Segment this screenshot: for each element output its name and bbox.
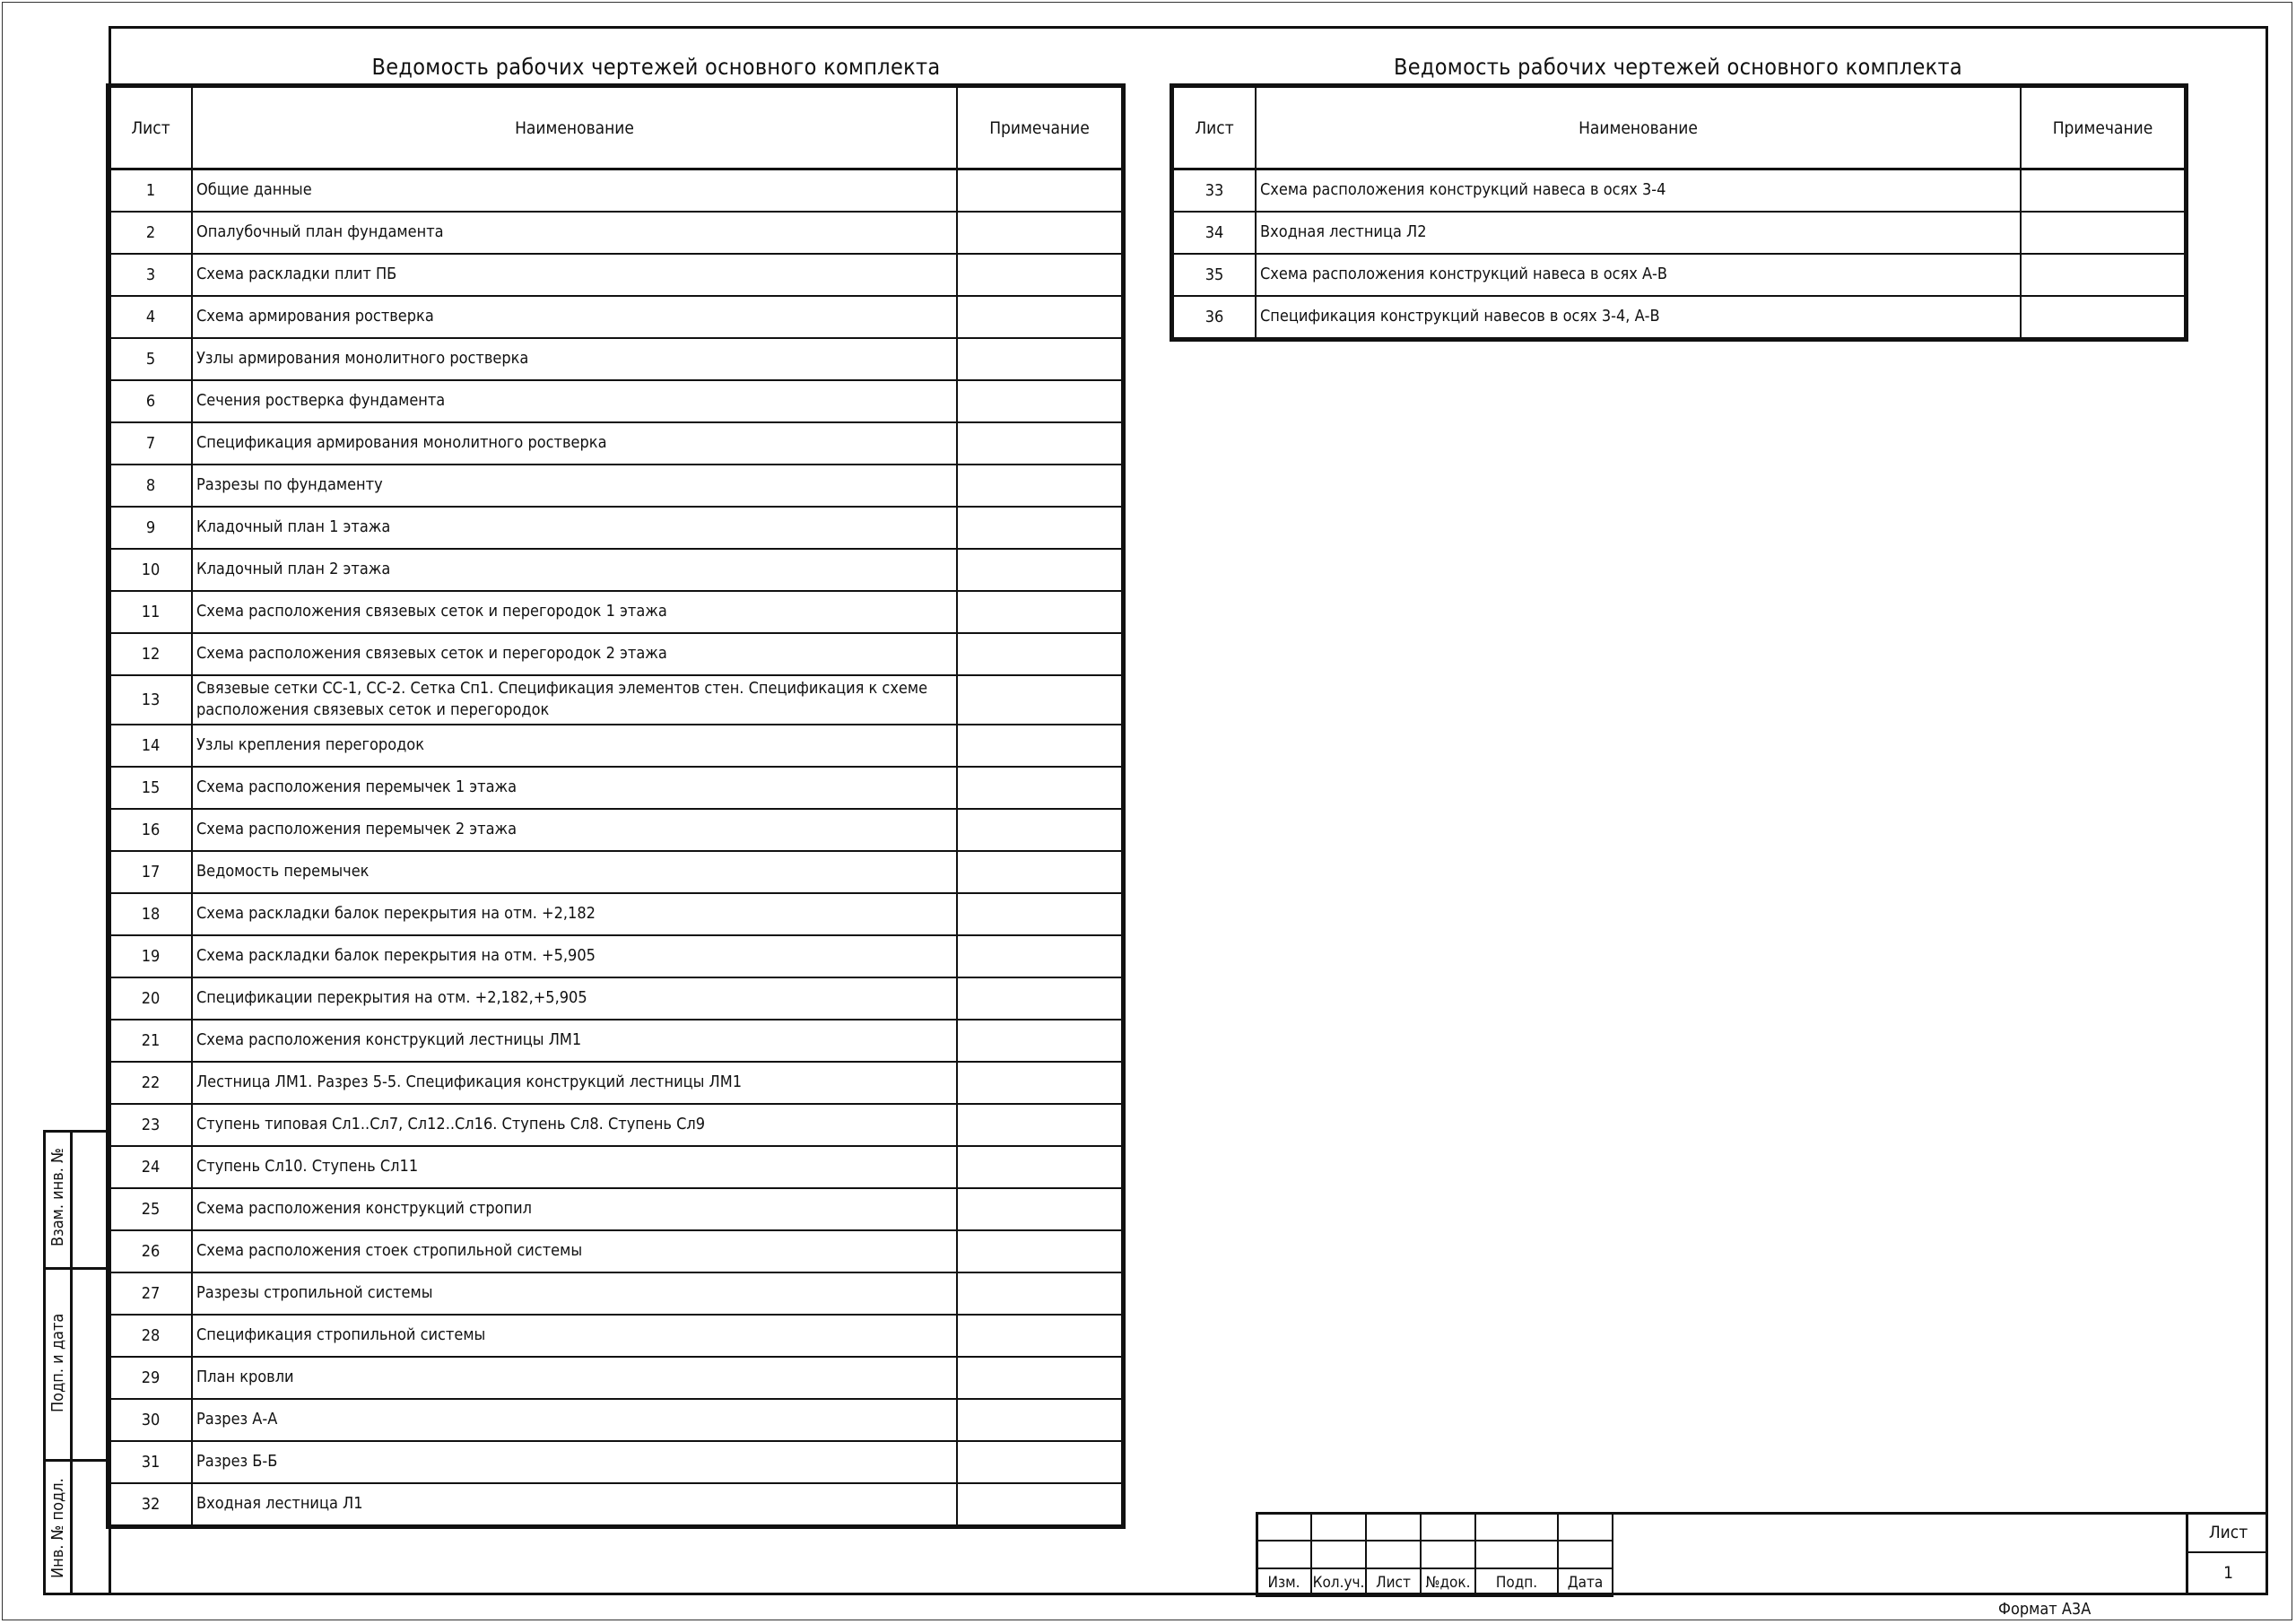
- note-cell: [957, 675, 1122, 725]
- sheet-number-cell: 5: [109, 338, 192, 380]
- drawing-name-cell: Кладочный план 1 этажа: [192, 507, 957, 549]
- drawing-name-cell: Узлы крепления перегородок: [192, 725, 957, 767]
- side-stamp-line: [43, 1267, 111, 1270]
- sheet-number-cell: 2: [109, 212, 192, 254]
- table-row: [109, 1315, 1122, 1357]
- table-row: [109, 422, 1122, 465]
- note-cell: [957, 422, 1122, 465]
- drawing-name-cell: Кладочный план 2 этажа: [192, 549, 957, 591]
- title-block-col-label: №док.: [1421, 1568, 1475, 1596]
- title-block-col-label: Кол.уч.: [1311, 1568, 1366, 1596]
- table-row: [109, 338, 1122, 380]
- sheet-number-cell: 4: [109, 296, 192, 338]
- note-cell: [957, 1146, 1122, 1188]
- sheet-number-cell: 19: [109, 935, 192, 977]
- table-row: [109, 507, 1122, 549]
- drawing-name-cell: Схема расположения связевых сеток и перегородок 2 этажа: [192, 633, 957, 675]
- note-cell: [957, 1062, 1122, 1104]
- sheet-number-cell: 35: [1173, 254, 1256, 296]
- drawing-name-cell: Связевые сетки СС-1, СС-2. Сетка Сп1. Спецификация элементов стен. Спецификация к схеме расположения связевых сеток и перегородок: [192, 675, 957, 725]
- note-cell: [2021, 254, 2185, 296]
- drawing-name-cell: Схема расположения перемычек 1 этажа: [192, 767, 957, 809]
- sheet-number-cell: 12: [109, 633, 192, 675]
- table-row: [109, 1483, 1122, 1525]
- table-row: [109, 633, 1122, 675]
- table-row: [1173, 254, 2185, 296]
- side-stamp-divider: [70, 1130, 73, 1595]
- table-row: [109, 591, 1122, 633]
- sheet-number-cell: 36: [1173, 296, 1256, 338]
- table-row: [109, 380, 1122, 422]
- sheet-number-cell: 17: [109, 851, 192, 893]
- sheet-number-cell: 7: [109, 422, 192, 465]
- sheet-number-cell: 22: [109, 1062, 192, 1104]
- table-row: [109, 977, 1122, 1020]
- table-row: [109, 809, 1122, 851]
- note-cell: [957, 851, 1122, 893]
- header-name: Наименование: [1256, 87, 2021, 169]
- drawing-name-cell: Разрезы стропильной системы: [192, 1272, 957, 1315]
- sheet-number-cell: 18: [109, 893, 192, 935]
- table-row: [109, 1020, 1122, 1062]
- table-row: [109, 767, 1122, 809]
- drawing-name-cell: Схема расположения конструкций стропил: [192, 1188, 957, 1230]
- sheet-number-cell: 34: [1173, 212, 1256, 254]
- note-cell: [957, 935, 1122, 977]
- note-cell: [957, 380, 1122, 422]
- note-cell: [957, 977, 1122, 1020]
- sheet-number-cell: 27: [109, 1272, 192, 1315]
- sheet-number-cell: 32: [109, 1483, 192, 1525]
- table-row: [109, 1272, 1122, 1315]
- table-row: [109, 465, 1122, 507]
- drawing-name-cell: Схема расположения конструкций лестницы ЛМ1: [192, 1020, 957, 1062]
- note-cell: [957, 591, 1122, 633]
- table-row: [109, 1104, 1122, 1146]
- note-cell: [957, 1483, 1122, 1525]
- table-row: [109, 1188, 1122, 1230]
- note-cell: [957, 725, 1122, 767]
- sheet-number-cell: 10: [109, 549, 192, 591]
- drawing-name-cell: Входная лестница Л2: [1256, 212, 2021, 254]
- sheet-number-cell: 30: [109, 1399, 192, 1441]
- drawing-name-cell: Схема расположения стоек стропильной системы: [192, 1230, 957, 1272]
- sheet-number-cell: 8: [109, 465, 192, 507]
- table-row: [109, 1357, 1122, 1399]
- note-cell: [957, 1441, 1122, 1483]
- left-table-body: [109, 169, 1122, 1525]
- header-sheet: Лист: [109, 87, 192, 169]
- table-row: [1173, 212, 2185, 254]
- drawing-name-cell: Общие данные: [192, 169, 957, 212]
- sheet-number-cell: 16: [109, 809, 192, 851]
- inv-podl-label: Инв. № подл.: [48, 1478, 67, 1578]
- sheet-number-cell: 31: [109, 1441, 192, 1483]
- note-cell: [957, 1272, 1122, 1315]
- note-cell: [957, 338, 1122, 380]
- table-row: [109, 1062, 1122, 1104]
- table-row: [109, 169, 1122, 212]
- table-row: [109, 254, 1122, 296]
- sheet-number-cell: 14: [109, 725, 192, 767]
- note-cell: [957, 1188, 1122, 1230]
- header-name: Наименование: [192, 87, 957, 169]
- note-cell: [957, 633, 1122, 675]
- note-cell: [957, 254, 1122, 296]
- note-cell: [957, 1020, 1122, 1062]
- sheet-number-cell: 15: [109, 767, 192, 809]
- table-row: [109, 549, 1122, 591]
- format-label: Формат А3А: [1998, 1600, 2092, 1619]
- table-row: [109, 1146, 1122, 1188]
- sheet-number-cell: 26: [109, 1230, 192, 1272]
- table-row: [109, 725, 1122, 767]
- drawing-name-cell: Лестница ЛМ1. Разрез 5-5. Спецификация конструкций лестницы ЛМ1: [192, 1062, 957, 1104]
- drawing-name-cell: Ступень Сл10. Ступень Сл11: [192, 1146, 957, 1188]
- table-row: [109, 1230, 1122, 1272]
- drawing-name-cell: Разрезы по фундаменту: [192, 465, 957, 507]
- drawing-name-cell: Схема расположения конструкций навеса в осях А-В: [1256, 254, 2021, 296]
- podp-data-label: Подп. и дата: [48, 1313, 67, 1412]
- note-cell: [957, 1357, 1122, 1399]
- title-block-col-label: Лист: [1366, 1568, 1421, 1596]
- sheet-number-cell: 6: [109, 380, 192, 422]
- right-table-body: [1173, 169, 2185, 338]
- drawing-name-cell: Схема расположения конструкций навеса в осях 3-4: [1256, 169, 2021, 212]
- note-cell: [957, 1230, 1122, 1272]
- note-cell: [957, 549, 1122, 591]
- sheet-number-cell: 1: [109, 169, 192, 212]
- drawing-name-cell: Ведомость перемычек: [192, 851, 957, 893]
- table-row: [109, 851, 1122, 893]
- drawing-name-cell: Спецификация конструкций навесов в осях 3-4, А-В: [1256, 296, 2021, 338]
- note-cell: [957, 212, 1122, 254]
- sheet-number: 1: [2223, 1563, 2233, 1583]
- title-block-col-label: Дата: [1558, 1568, 1613, 1596]
- note-cell: [2021, 212, 2185, 254]
- note-cell: [2021, 169, 2185, 212]
- left-table-title: Ведомость рабочих чертежей основного комплекта: [371, 54, 941, 80]
- drawing-name-cell: Схема раскладки балок перекрытия на отм. +5,905: [192, 935, 957, 977]
- drawing-name-cell: Разрез Б-Б: [192, 1441, 957, 1483]
- note-cell: [957, 465, 1122, 507]
- sheet-number-cell: 29: [109, 1357, 192, 1399]
- table-row: [109, 1399, 1122, 1441]
- note-cell: [957, 1399, 1122, 1441]
- sheet-number-cell: 3: [109, 254, 192, 296]
- drawing-name-cell: Спецификация стропильной системы: [192, 1315, 957, 1357]
- drawing-name-cell: Спецификации перекрытия на отм. +2,182,+5,905: [192, 977, 957, 1020]
- drawing-name-cell: Разрез А-А: [192, 1399, 957, 1441]
- sheet-number-cell: 33: [1173, 169, 1256, 212]
- drawing-name-cell: Схема раскладки балок перекрытия на отм. +2,182: [192, 893, 957, 935]
- sheet-number-cell: 25: [109, 1188, 192, 1230]
- sheet-number-cell: 23: [109, 1104, 192, 1146]
- drawing-name-cell: Схема раскладки плит ПБ: [192, 254, 957, 296]
- sheet-number-cell: 21: [109, 1020, 192, 1062]
- drawing-name-cell: Схема расположения связевых сеток и перегородок 1 этажа: [192, 591, 957, 633]
- title-block-col-label: Изм.: [1257, 1568, 1311, 1596]
- header-sheet: Лист: [1173, 87, 1256, 169]
- note-cell: [957, 809, 1122, 851]
- right-table-title: Ведомость рабочих чертежей основного комплекта: [1394, 54, 1962, 80]
- table-row: [109, 935, 1122, 977]
- note-cell: [2021, 296, 2185, 338]
- sheet-number-cell: 9: [109, 507, 192, 549]
- sheet-number-cell: 28: [109, 1315, 192, 1357]
- header-note: Примечание: [957, 87, 1122, 169]
- drawing-name-cell: Ступень типовая Сл1..Сл7, Сл12..Сл16. Ступень Сл8. Ступень Сл9: [192, 1104, 957, 1146]
- sheet-number-cell: 13: [109, 675, 192, 725]
- table-row: [109, 893, 1122, 935]
- table-row: [109, 675, 1122, 725]
- drawing-name-cell: Схема расположения перемычек 2 этажа: [192, 809, 957, 851]
- drawing-name-cell: Входная лестница Л1: [192, 1483, 957, 1525]
- note-cell: [957, 893, 1122, 935]
- note-cell: [957, 1315, 1122, 1357]
- sheet-number-cell: 11: [109, 591, 192, 633]
- title-block-col-label: Подп.: [1475, 1568, 1558, 1596]
- drawing-name-cell: Опалубочный план фундамента: [192, 212, 957, 254]
- sheet-number-cell: 24: [109, 1146, 192, 1188]
- note-cell: [957, 507, 1122, 549]
- header-note: Примечание: [2021, 87, 2185, 169]
- table-row: [109, 1441, 1122, 1483]
- drawing-name-cell: План кровли: [192, 1357, 957, 1399]
- side-stamp-line: [43, 1459, 111, 1462]
- table-row: [1173, 296, 2185, 338]
- note-cell: [957, 1104, 1122, 1146]
- sheet-number-cell: 20: [109, 977, 192, 1020]
- drawing-name-cell: Спецификация армирования монолитного ростверка: [192, 422, 957, 465]
- drawing-name-cell: Узлы армирования монолитного ростверка: [192, 338, 957, 380]
- vzam-inv-label: Взам. инв. №: [48, 1148, 67, 1246]
- table-row: [109, 212, 1122, 254]
- right-drawings-table: [1172, 86, 2186, 339]
- note-cell: [957, 169, 1122, 212]
- title-block-grid: [1256, 1512, 1613, 1597]
- sheet-label: Лист: [2188, 1512, 2268, 1553]
- table-row: [109, 296, 1122, 338]
- note-cell: [957, 767, 1122, 809]
- sheet-number-box: [2186, 1512, 2268, 1595]
- drawing-name-cell: Сечения ростверка фундамента: [192, 380, 957, 422]
- note-cell: [957, 296, 1122, 338]
- drawing-name-cell: Схема армирования ростверка: [192, 296, 957, 338]
- table-row: [1173, 169, 2185, 212]
- left-drawings-table: [109, 86, 1123, 1526]
